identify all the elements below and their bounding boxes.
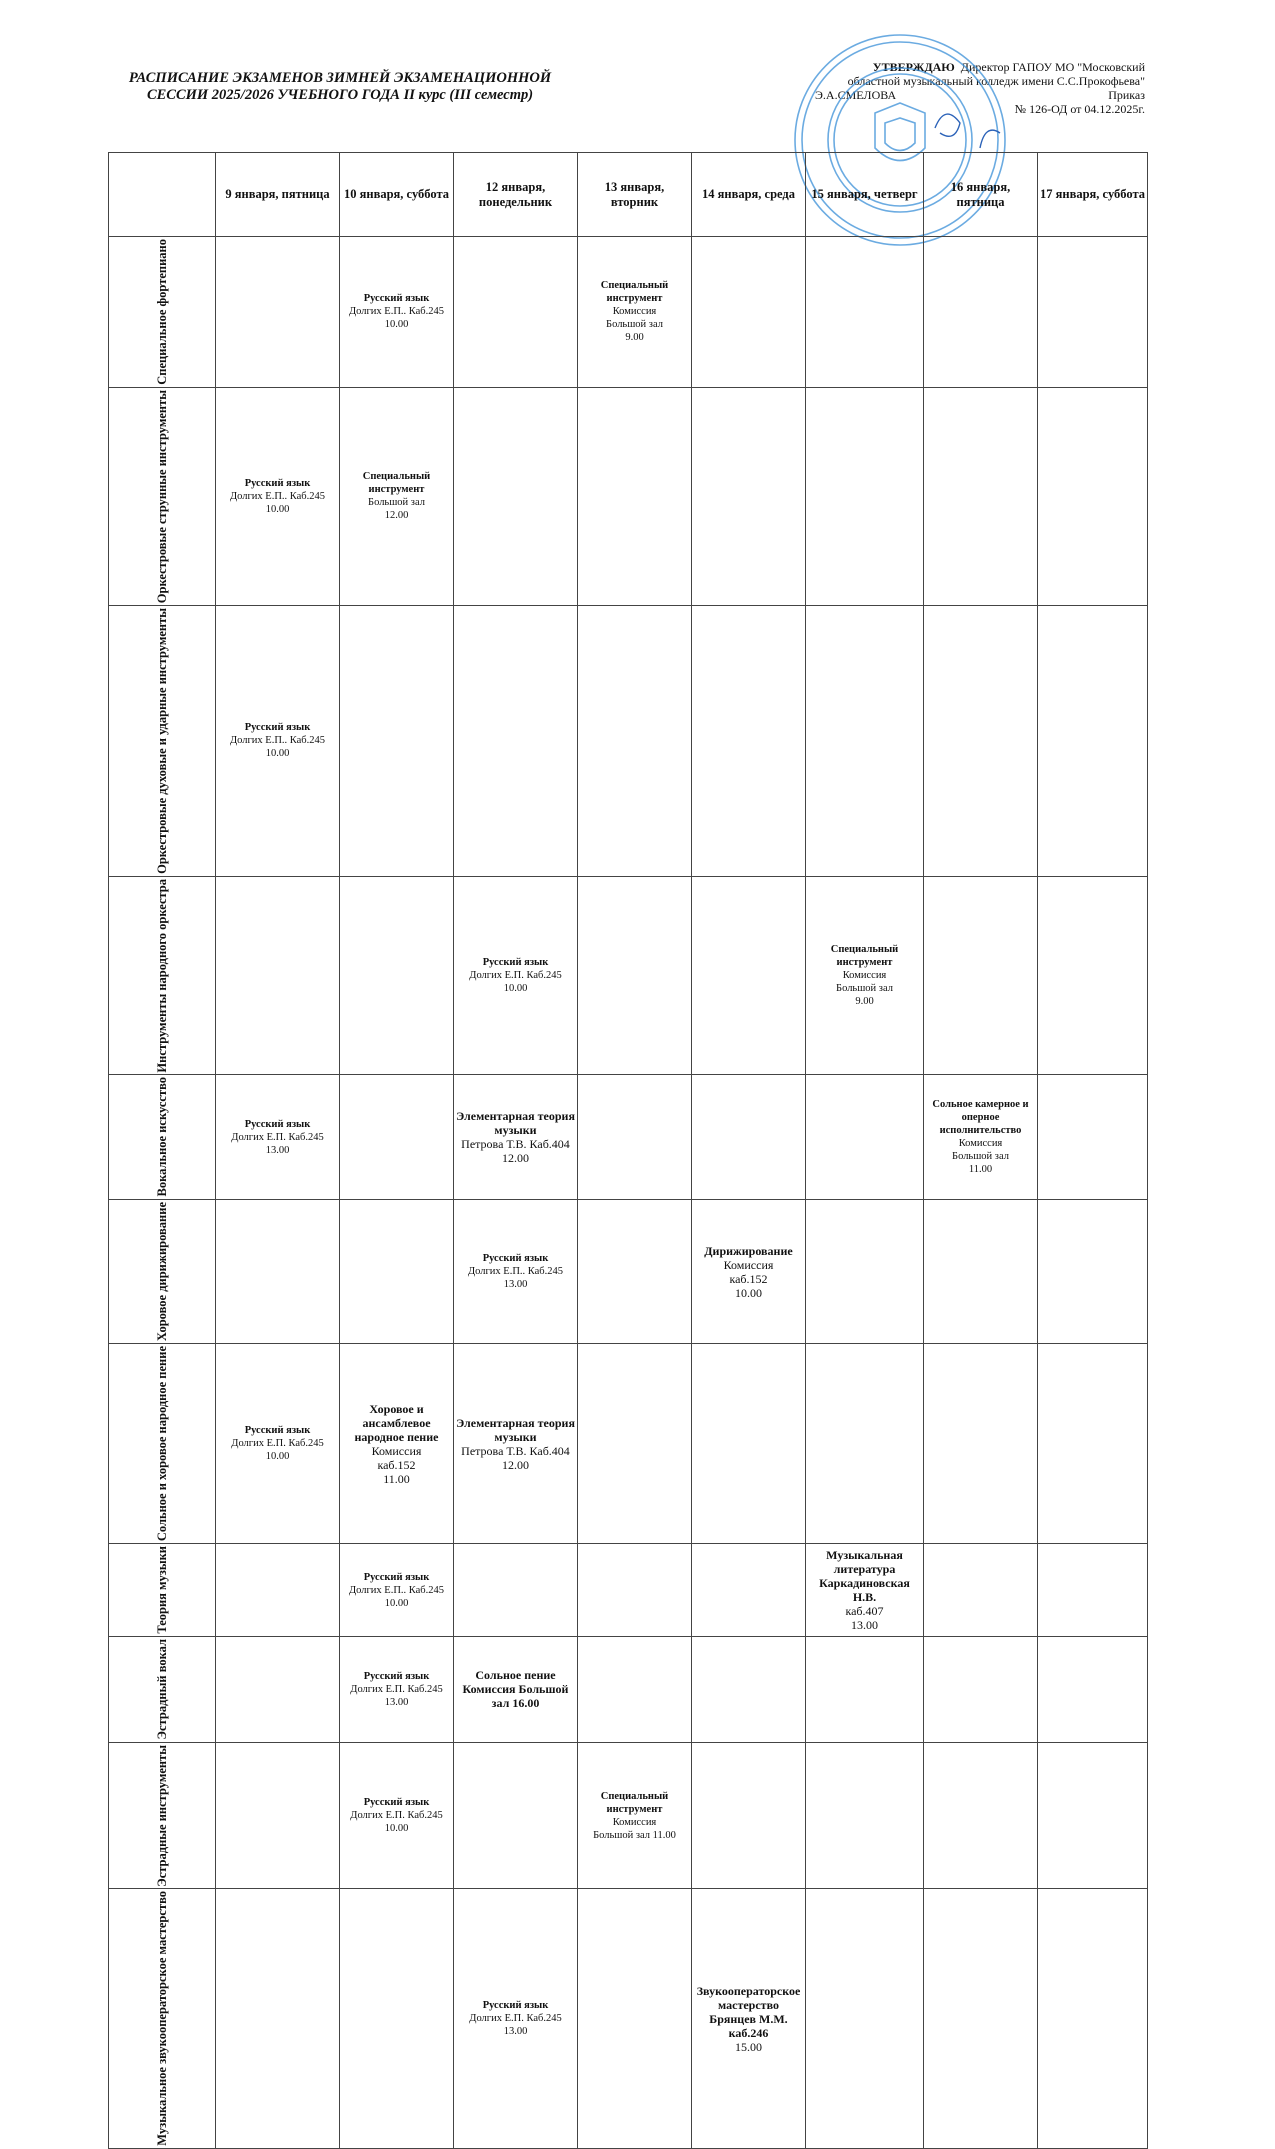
empty-cell bbox=[340, 876, 454, 1075]
exam-detail: Петрова Т.В. Каб.404 bbox=[461, 1443, 570, 1458]
empty-cell bbox=[692, 605, 806, 876]
exam-subject: Специальный инструмент bbox=[830, 944, 899, 969]
empty-cell bbox=[1038, 237, 1148, 388]
empty-cell bbox=[454, 1742, 578, 1889]
specialty-name: Инструменты народного оркестра bbox=[155, 878, 169, 1073]
specialty-row bbox=[109, 1742, 1148, 1889]
day-header: 16 января, пятница bbox=[924, 153, 1038, 237]
empty-cell bbox=[692, 387, 806, 605]
empty-cell bbox=[578, 605, 692, 876]
header-row bbox=[109, 153, 1148, 237]
exam-detail: каб.152 bbox=[377, 1457, 416, 1472]
approval-line-2: областной музыкальный колледж имени С.С.Прокофьева" bbox=[847, 74, 1145, 88]
empty-cell bbox=[924, 1344, 1038, 1544]
empty-cell bbox=[692, 1075, 806, 1200]
empty-cell bbox=[1038, 605, 1148, 876]
empty-cell bbox=[340, 1075, 454, 1200]
exam-time: 15.00 bbox=[735, 2039, 762, 2054]
empty-cell bbox=[1038, 1637, 1148, 1742]
day-header: 17 января, суббота bbox=[1038, 153, 1148, 237]
empty-cell bbox=[578, 1637, 692, 1742]
empty-cell bbox=[340, 605, 454, 876]
empty-cell bbox=[1038, 1742, 1148, 1889]
specialty-name: Вокальное искусство bbox=[155, 1077, 169, 1197]
specialty-cell bbox=[109, 1544, 216, 1637]
exam-detail: Долгих Е.П.. Каб.245 bbox=[229, 490, 326, 502]
day-header: 15 января, четверг bbox=[806, 153, 924, 237]
exam-detail: Долгих Е.П.. Каб.245 bbox=[467, 1266, 564, 1278]
exam-time: 10.00 bbox=[384, 1597, 409, 1609]
day-header: 12 января, понедельник bbox=[454, 153, 578, 237]
exam-cell bbox=[454, 1889, 578, 2149]
exam-cell bbox=[340, 1742, 454, 1889]
empty-cell bbox=[806, 237, 924, 388]
exam-time: 10.00 bbox=[384, 1823, 409, 1835]
exam-subject: Хоровое и ансамблевое народное пение bbox=[354, 1401, 439, 1444]
empty-cell bbox=[216, 1199, 340, 1343]
exam-detail: Долгих Е.П. Каб.245 bbox=[469, 2013, 562, 2025]
empty-cell bbox=[924, 876, 1038, 1075]
day-header: 10 января, суббота bbox=[340, 153, 454, 237]
specialty-name: Сольное и хоровое народное пение bbox=[155, 1346, 169, 1542]
exam-time: 13.00 bbox=[384, 1696, 409, 1708]
exam-subject: Сольное пение Комиссия Большой зал 16.00 bbox=[462, 1668, 569, 1711]
exam-cell bbox=[806, 1544, 924, 1637]
exam-cell bbox=[454, 1344, 578, 1544]
specialty-cell bbox=[109, 1199, 216, 1343]
exam-time: 12.00 bbox=[384, 510, 409, 522]
specialty-name: Эстрадный вокал bbox=[155, 1639, 169, 1740]
empty-cell bbox=[806, 1344, 924, 1544]
empty-cell bbox=[340, 1199, 454, 1343]
exam-subject: Элементарная теория музыки bbox=[456, 1109, 575, 1138]
exam-schedule-table bbox=[108, 152, 1148, 2149]
exam-detail: Большой зал bbox=[952, 1151, 1009, 1163]
approval-block bbox=[815, 60, 1145, 116]
day-header: 9 января, пятница bbox=[216, 153, 340, 237]
exam-detail: Долгих Е.П.. Каб.245 bbox=[348, 306, 445, 318]
exam-time: 13.00 bbox=[503, 2026, 528, 2038]
empty-cell bbox=[692, 1742, 806, 1889]
exam-subject: Звукооператорское мастерство Брянцев М.М. каб.246 bbox=[696, 1983, 801, 2040]
exam-detail: Долгих Е.П.. Каб.245 bbox=[229, 735, 326, 747]
empty-cell bbox=[806, 605, 924, 876]
specialty-name: Хоровое дирижирование bbox=[155, 1201, 169, 1342]
specialty-cell bbox=[109, 1637, 216, 1742]
exam-time: 13.00 bbox=[265, 1144, 290, 1156]
exam-detail: каб.152 bbox=[729, 1271, 768, 1286]
empty-cell bbox=[454, 387, 578, 605]
empty-cell bbox=[1038, 1889, 1148, 2149]
empty-cell bbox=[578, 387, 692, 605]
exam-cell bbox=[340, 237, 454, 388]
specialty-name: Музыкальное звукооператорское мастерство bbox=[155, 1891, 169, 2147]
specialty-cell bbox=[109, 605, 216, 876]
specialty-row bbox=[109, 1075, 1148, 1200]
exam-cell bbox=[454, 1075, 578, 1200]
exam-detail: Большой зал bbox=[606, 319, 663, 331]
specialty-cell bbox=[109, 237, 216, 388]
exam-subject: Дирижирование bbox=[704, 1243, 793, 1258]
exam-time: 10.00 bbox=[384, 319, 409, 331]
specialty-cell bbox=[109, 1344, 216, 1544]
exam-cell bbox=[692, 1199, 806, 1343]
empty-cell bbox=[578, 1075, 692, 1200]
exam-subject: Русский язык bbox=[482, 2000, 549, 2012]
exam-detail: Большой зал bbox=[368, 497, 425, 509]
approval-order-word: Приказ bbox=[1108, 88, 1145, 102]
specialty-row bbox=[109, 1199, 1148, 1343]
exam-subject: Русский язык bbox=[363, 1670, 430, 1682]
exam-time: 13.00 bbox=[503, 1279, 528, 1291]
empty-cell bbox=[806, 387, 924, 605]
empty-cell bbox=[216, 1742, 340, 1889]
exam-detail: Долгих Е.П. Каб.245 bbox=[350, 1683, 443, 1695]
exam-cell bbox=[454, 1637, 578, 1742]
exam-subject: Русский язык bbox=[244, 1425, 311, 1437]
exam-cell bbox=[216, 1344, 340, 1544]
exam-subject: Русский язык bbox=[244, 477, 311, 489]
empty-cell bbox=[578, 1344, 692, 1544]
specialty-name: Оркестровые духовые и ударные инструменты bbox=[155, 607, 169, 874]
exam-time: 10.00 bbox=[265, 1451, 290, 1463]
exam-detail: Комиссия bbox=[958, 1138, 1003, 1150]
document-title: РАСПИСАНИЕ ЭКЗАМЕНОВ ЗИМНЕЙ ЭКЗАМЕНАЦИОННОЙ СЕССИИ 2025/2026 УЧЕБНОГО ГОДА II курс (III семестр) bbox=[128, 70, 552, 103]
exam-cell bbox=[340, 1637, 454, 1742]
exam-detail: Долгих Е.П. Каб.245 bbox=[231, 1131, 324, 1143]
exam-detail: Долгих Е.П. Каб.245 bbox=[231, 1438, 324, 1450]
exam-subject: Русский язык bbox=[482, 1253, 549, 1265]
empty-cell bbox=[578, 1544, 692, 1637]
approval-order: № 126-ОД от 04.12.2025г. bbox=[1014, 102, 1145, 116]
exam-subject: Сольное камерное и оперное исполнительство bbox=[932, 1099, 1029, 1137]
empty-cell bbox=[692, 1544, 806, 1637]
specialty-row bbox=[109, 876, 1148, 1075]
empty-cell bbox=[216, 1889, 340, 2149]
empty-cell bbox=[578, 1889, 692, 2149]
exam-time: 9.00 bbox=[625, 332, 644, 344]
specialty-cell bbox=[109, 1742, 216, 1889]
exam-time: 10.00 bbox=[265, 748, 290, 760]
exam-cell bbox=[216, 1075, 340, 1200]
empty-cell bbox=[924, 605, 1038, 876]
approval-signer: Э.А.СМЕЛОВА bbox=[815, 88, 897, 102]
empty-cell bbox=[924, 1889, 1038, 2149]
exam-detail: каб.407 bbox=[845, 1604, 884, 1619]
exam-subject: Специальный инструмент bbox=[600, 1790, 669, 1815]
exam-detail: Большой зал bbox=[836, 983, 893, 995]
exam-cell bbox=[340, 387, 454, 605]
empty-cell bbox=[1038, 387, 1148, 605]
exam-detail: Комиссия bbox=[371, 1443, 422, 1458]
exam-time: 11.00 bbox=[968, 1164, 993, 1176]
specialty-name: Теория музыки bbox=[155, 1546, 169, 1635]
specialty-row bbox=[109, 605, 1148, 876]
exam-subject: Специальный инструмент bbox=[362, 471, 431, 496]
empty-cell bbox=[1038, 1075, 1148, 1200]
exam-subject: Элементарная теория музыки bbox=[456, 1415, 575, 1444]
exam-time: Большой зал 11.00 bbox=[593, 1829, 676, 1841]
specialty-row bbox=[109, 1344, 1148, 1544]
exam-detail: Комиссия bbox=[723, 1257, 774, 1272]
empty-cell bbox=[924, 1637, 1038, 1742]
exam-time: 9.00 bbox=[855, 996, 874, 1008]
exam-time: 10.00 bbox=[735, 1285, 762, 1300]
corner-cell bbox=[109, 153, 216, 237]
specialty-cell bbox=[109, 387, 216, 605]
empty-cell bbox=[454, 1544, 578, 1637]
exam-time: 12.00 bbox=[502, 1151, 529, 1166]
specialty-cell bbox=[109, 876, 216, 1075]
empty-cell bbox=[1038, 876, 1148, 1075]
empty-cell bbox=[806, 1637, 924, 1742]
empty-cell bbox=[216, 1637, 340, 1742]
exam-subject: Русский язык bbox=[363, 1797, 430, 1809]
exam-cell bbox=[578, 1742, 692, 1889]
empty-cell bbox=[454, 605, 578, 876]
empty-cell bbox=[216, 876, 340, 1075]
specialty-name: Эстрадные инструменты bbox=[155, 1744, 169, 1887]
exam-subject: Музыкальная литература Каркадиновская Н.В. bbox=[819, 1548, 910, 1605]
exam-cell bbox=[340, 1544, 454, 1637]
empty-cell bbox=[806, 1075, 924, 1200]
exam-detail: Комиссия bbox=[612, 1816, 657, 1828]
exam-time: 11.00 bbox=[383, 1471, 410, 1486]
specialty-name: Специальное фортепиано bbox=[155, 239, 169, 385]
exam-detail: Долгих Е.П. Каб.245 bbox=[469, 970, 562, 982]
exam-cell bbox=[216, 605, 340, 876]
exam-subject: Русский язык bbox=[244, 722, 311, 734]
empty-cell bbox=[692, 1344, 806, 1544]
empty-cell bbox=[578, 1199, 692, 1343]
empty-cell bbox=[1038, 1544, 1148, 1637]
empty-cell bbox=[924, 387, 1038, 605]
exam-subject: Русский язык bbox=[244, 1118, 311, 1130]
exam-subject: Специальный инструмент bbox=[600, 280, 669, 305]
exam-time: 10.00 bbox=[265, 503, 290, 515]
empty-cell bbox=[924, 237, 1038, 388]
empty-cell bbox=[1038, 1199, 1148, 1343]
exam-cell bbox=[454, 876, 578, 1075]
exam-detail: Долгих Е.П. Каб.245 bbox=[350, 1810, 443, 1822]
exam-detail: Комиссия bbox=[612, 306, 657, 318]
exam-subject: Русский язык bbox=[363, 293, 430, 305]
day-header: 13 января, вторник bbox=[578, 153, 692, 237]
exam-time: 12.00 bbox=[502, 1457, 529, 1472]
day-header: 14 января, среда bbox=[692, 153, 806, 237]
exam-cell bbox=[806, 876, 924, 1075]
empty-cell bbox=[806, 1199, 924, 1343]
empty-cell bbox=[692, 1637, 806, 1742]
specialty-cell bbox=[109, 1889, 216, 2149]
exam-detail: Петрова Т.В. Каб.404 bbox=[461, 1137, 570, 1152]
exam-cell bbox=[216, 387, 340, 605]
exam-time: 13.00 bbox=[851, 1618, 878, 1633]
specialty-name: Оркестровые струнные инструменты bbox=[155, 389, 169, 603]
exam-cell bbox=[692, 1889, 806, 2149]
specialty-row bbox=[109, 1637, 1148, 1742]
empty-cell bbox=[1038, 1344, 1148, 1544]
empty-cell bbox=[806, 1742, 924, 1889]
approval-line-1: Директор ГАПОУ МО "Московский bbox=[960, 60, 1145, 74]
empty-cell bbox=[454, 237, 578, 388]
exam-cell bbox=[578, 237, 692, 388]
exam-cell bbox=[454, 1199, 578, 1343]
exam-time: 10.00 bbox=[503, 983, 528, 995]
exam-subject: Русский язык bbox=[363, 1571, 430, 1583]
empty-cell bbox=[692, 876, 806, 1075]
empty-cell bbox=[924, 1199, 1038, 1343]
approve-word: УТВЕРЖДАЮ bbox=[872, 60, 955, 74]
empty-cell bbox=[578, 876, 692, 1075]
exam-cell bbox=[924, 1075, 1038, 1200]
exam-detail: Долгих Е.П.. Каб.245 bbox=[348, 1584, 445, 1596]
specialty-row bbox=[109, 1889, 1148, 2149]
specialty-cell bbox=[109, 1075, 216, 1200]
empty-cell bbox=[692, 237, 806, 388]
empty-cell bbox=[924, 1742, 1038, 1889]
specialty-row bbox=[109, 1544, 1148, 1637]
empty-cell bbox=[216, 1544, 340, 1637]
exam-cell bbox=[340, 1344, 454, 1544]
specialty-row bbox=[109, 387, 1148, 605]
empty-cell bbox=[340, 1889, 454, 2149]
empty-cell bbox=[924, 1544, 1038, 1637]
specialty-row bbox=[109, 237, 1148, 388]
empty-cell bbox=[806, 1889, 924, 2149]
exam-subject: Русский язык bbox=[482, 957, 549, 969]
empty-cell bbox=[216, 237, 340, 388]
exam-detail: Комиссия bbox=[842, 970, 887, 982]
